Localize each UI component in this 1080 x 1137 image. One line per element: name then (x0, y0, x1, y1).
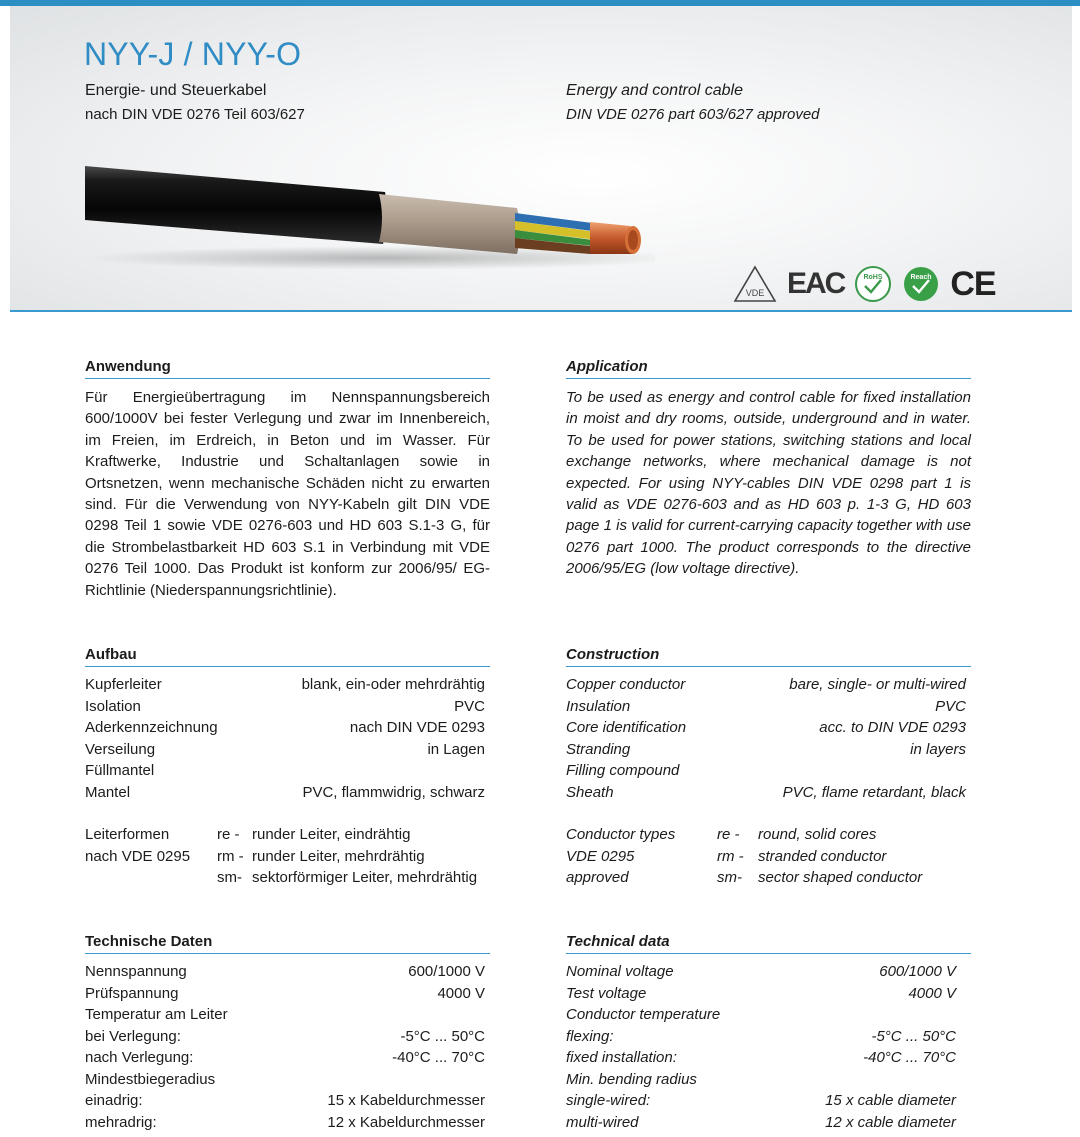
table-row (85, 782, 485, 804)
table-row (85, 983, 485, 1005)
row-label: flexing: (566, 1027, 614, 1045)
row-value: PVC (935, 697, 966, 715)
table-row (566, 696, 966, 718)
row-label: Test voltage (566, 984, 647, 1002)
application-text-en: To be used as energy and control cable for fixed installation in moist and dry rooms, outside, underground and in water. To be used for power stations, switching stations and local exchange networks, where mechanical damage is not expected. For using NYY-cables DIN VDE 0298 part 1 is valid as VDE 0276-603 and as HD 603 p. 1-3 G, HD 603 page 1 is valid for current-carrying capacity together with use 0276 part 1000. The product corresponds to the directive 2006/95/EG (low voltage directive). (566, 389, 971, 578)
svg-text:Reach: Reach (910, 274, 932, 281)
row-value: bare, single- or multi-wired (789, 676, 966, 693)
table-row (85, 1090, 485, 1112)
row-label: Isolation (85, 697, 141, 715)
row-label: Nennspannung (85, 963, 187, 980)
table-row (85, 739, 485, 761)
conductor-forms-en (566, 824, 986, 889)
row-label: Kupferleiter (85, 676, 162, 693)
row-label: Aderkennzeichnung (85, 719, 218, 736)
list-item (566, 867, 986, 889)
table-row (566, 1004, 956, 1026)
section-heading-application: Application (566, 358, 971, 379)
table-row (85, 1026, 485, 1048)
form-desc: runder Leiter, mehrdrähtig (252, 847, 425, 865)
row-label: bei Verlegung: (85, 1027, 181, 1045)
table-row (85, 961, 485, 983)
row-value: -5°C ... 50°C (400, 1027, 485, 1045)
table-row (566, 782, 966, 804)
row-value: 15 x cable diameter (825, 1092, 956, 1109)
eac-icon: EAC (787, 267, 845, 300)
row-value: 4000 V (437, 984, 485, 1002)
row-value: 600/1000 V (408, 963, 485, 980)
section-heading-technical-data: Technical data (566, 933, 971, 954)
row-value: 4000 V (908, 984, 956, 1002)
row-label: Temperatur am Leiter (85, 1006, 228, 1023)
row-label: Verseilung (85, 740, 156, 758)
section-heading-anwendung: Anwendung (85, 358, 490, 379)
table-row (85, 760, 485, 782)
list-item (566, 824, 986, 846)
form-desc: runder Leiter, eindrähtig (252, 826, 411, 843)
table-row (566, 717, 966, 739)
form-label (85, 867, 217, 889)
table-row (85, 717, 485, 739)
form-desc: round, solid cores (758, 826, 877, 843)
form-code: re - (217, 826, 240, 843)
row-value: 15 x Kabeldurchmesser (327, 1092, 485, 1109)
row-label: Copper conductor (566, 676, 686, 693)
construction-table-de (85, 674, 485, 803)
row-value: -40°C ... 70°C (863, 1049, 956, 1066)
form-desc: stranded conductor (758, 847, 887, 865)
cable-image (85, 158, 655, 273)
row-label: Nominal voltage (566, 963, 674, 980)
row-label: nach Verlegung: (85, 1049, 194, 1066)
reach-icon (902, 265, 940, 303)
certification-marks (733, 262, 996, 306)
row-label: single-wired: (566, 1092, 651, 1109)
row-value: in layers (910, 740, 966, 758)
table-row (566, 1069, 956, 1091)
table-row (566, 760, 966, 782)
table-row (85, 1069, 485, 1091)
ce-icon: CE (950, 264, 996, 303)
section-heading-technische-daten: Technische Daten (85, 933, 490, 954)
row-label: Füllmantel (85, 762, 155, 779)
row-value: PVC, flame retardant, black (782, 783, 966, 801)
table-row (566, 674, 966, 696)
form-code: re - (717, 826, 740, 843)
form-label: Conductor types (566, 826, 676, 843)
header-divider (10, 310, 1072, 312)
subtitle-en-standard: DIN VDE 0276 part 603/627 approved (566, 106, 820, 123)
row-label: einadrig: (85, 1092, 143, 1109)
subtitle-de-standard: nach DIN VDE 0276 Teil 603/627 (85, 106, 305, 123)
list-item (85, 846, 505, 868)
row-value: 12 x Kabeldurchmesser (327, 1113, 485, 1131)
table-row (85, 1004, 485, 1026)
row-value: blank, ein-oder mehrdrähtig (301, 676, 485, 693)
row-label: Mindestbiegeradius (85, 1070, 216, 1088)
application-text-de: Für Energieübertragung im Nennspannungsbereich 600/1000V bei fester Verlegung und zwar im Innenbereich, im Freien, im Erdreich, in Beton und im Wasser. Für Kraftwerke, Industrie und Schaltanlagen sowie in Ortsnetzen, wenn mechanische Schäden nicht zu erwarten sind. Für die Verwendung von NYY-Kabeln gilt DIN VDE 0298 Teil 1 sowie VDE 0276-603 und HD 603 S.1-3 G, für die Strombelastbarkeit HD 603 S.1 in Verbindung mit VDE 0276 Teil 1000. Das Produkt ist konform zur 2006/95/ EG-Richtlinie (Niederspannungsrichtlinie). (85, 389, 490, 599)
technical-table-en (566, 961, 956, 1133)
row-label: Prüfspannung (85, 984, 179, 1002)
table-row (566, 1047, 956, 1069)
svg-text:VDE: VDE (745, 288, 765, 298)
form-desc: sektorförmiger Leiter, mehrdrähtig (252, 869, 478, 886)
row-label: mehradrig: (85, 1113, 157, 1131)
table-row (566, 983, 956, 1005)
row-value: nach DIN VDE 0293 (349, 719, 485, 736)
form-label: nach VDE 0295 (85, 847, 191, 865)
subtitle-en: Energy and control cable (566, 82, 743, 99)
list-item (85, 824, 505, 846)
technical-table-de (85, 961, 485, 1133)
form-code: sm- (217, 869, 242, 886)
page-title: NYY-J / NYY-O (84, 36, 302, 72)
table-row (566, 1026, 956, 1048)
construction-table-en (566, 674, 966, 803)
form-desc: sector shaped conductor (758, 869, 923, 886)
table-row (566, 1112, 956, 1134)
row-label: Min. bending radius (566, 1070, 697, 1088)
row-value: 12 x cable diameter (825, 1113, 956, 1131)
row-value: acc. to DIN VDE 0293 (819, 719, 966, 736)
row-value: -5°C ... 50°C (871, 1027, 956, 1045)
table-row (85, 674, 485, 696)
table-row (566, 739, 966, 761)
row-value: in Lagen (427, 740, 485, 758)
table-row (85, 696, 485, 718)
row-label: Filling compound (566, 762, 680, 779)
table-row (566, 961, 956, 983)
row-label: Core identification (566, 719, 687, 736)
row-label: multi-wired (566, 1113, 639, 1131)
form-label: Leiterformen (85, 826, 170, 843)
row-label: Stranding (566, 740, 631, 758)
table-row (85, 1112, 485, 1134)
row-label: Mantel (85, 783, 131, 801)
list-item (566, 846, 986, 868)
rohs-icon (854, 265, 892, 303)
form-code: rm - (717, 847, 744, 865)
row-value: PVC (454, 697, 485, 715)
form-label: VDE 0295 (566, 847, 635, 865)
form-label: approved (566, 869, 629, 886)
conductor-forms-de (85, 824, 505, 889)
row-label: Insulation (566, 697, 631, 715)
table-row (85, 1047, 485, 1069)
row-label: Conductor temperature (566, 1006, 721, 1023)
section-heading-aufbau: Aufbau (85, 646, 490, 667)
form-code: sm- (717, 869, 742, 886)
section-heading-construction: Construction (566, 646, 971, 667)
list-item (85, 867, 505, 889)
row-value: PVC, flammwidrig, schwarz (302, 783, 485, 801)
row-value: -40°C ... 70°C (392, 1049, 485, 1066)
row-label: Sheath (566, 783, 614, 801)
row-value: 600/1000 V (879, 963, 956, 980)
svg-text:RoHS: RoHS (863, 274, 883, 281)
vde-icon (733, 265, 777, 303)
subtitle-de: Energie- und Steuerkabel (85, 82, 267, 99)
row-label: fixed installation: (566, 1049, 677, 1066)
form-code: rm - (217, 847, 244, 865)
table-row (566, 1090, 956, 1112)
